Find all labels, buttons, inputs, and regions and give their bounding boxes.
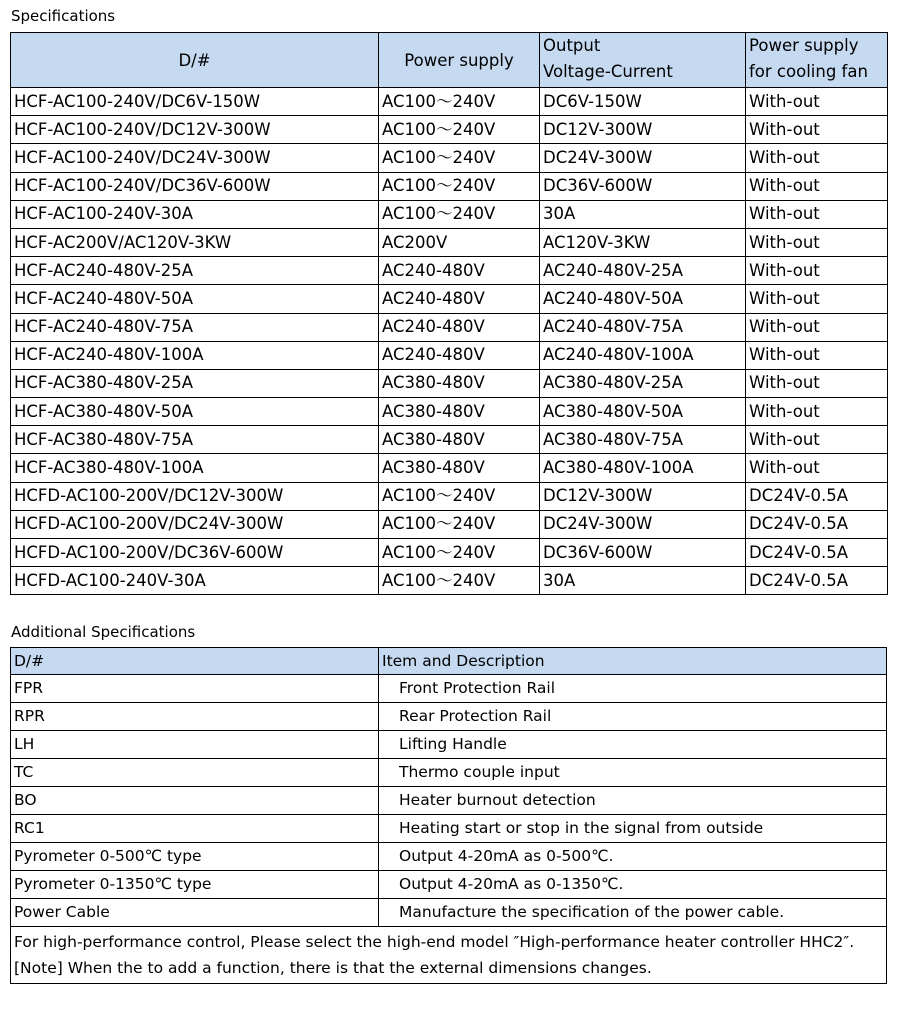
spec-output-cell: DC12V-300W <box>540 482 746 510</box>
header-fan-line1: Power supply <box>749 36 859 55</box>
spec-dn-cell: HCF-AC100-240V/DC12V-300W <box>11 116 379 144</box>
spec-power-supply-cell: AC240-480V <box>379 341 540 369</box>
spec-output-cell: DC12V-300W <box>540 116 746 144</box>
additional-header-dn: D/# <box>11 648 379 675</box>
spec-cooling-fan-cell: DC24V-0.5A <box>746 482 888 510</box>
spec-cooling-fan-cell: With-out <box>746 144 888 172</box>
spec-dn-cell: HCF-AC380-480V-100A <box>11 454 379 482</box>
specifications-caption: Specifications <box>11 7 116 25</box>
header-power-supply: Power supply <box>379 33 540 88</box>
table-row <box>11 285 888 313</box>
additional-dn-cell: BO <box>11 787 379 815</box>
spec-cooling-fan-cell: With-out <box>746 200 888 228</box>
additional-dn-cell: RC1 <box>11 815 379 843</box>
table-row <box>11 510 888 538</box>
spec-power-supply-cell: AC100～240V <box>379 88 540 116</box>
spec-dn-cell: HCF-AC240-480V-100A <box>11 341 379 369</box>
table-row <box>11 88 888 116</box>
spec-dn-cell: HCF-AC100-240V/DC24V-300W <box>11 144 379 172</box>
spec-cooling-fan-cell: With-out <box>746 285 888 313</box>
table-row <box>11 567 888 595</box>
table-row <box>11 539 888 567</box>
spec-power-supply-cell: AC240-480V <box>379 257 540 285</box>
spec-dn-cell: HCFD-AC100-200V/DC36V-600W <box>11 539 379 567</box>
additional-specifications-table <box>10 647 887 984</box>
spec-dn-cell: HCF-AC240-480V-25A <box>11 257 379 285</box>
spec-output-cell: AC380-480V-50A <box>540 398 746 426</box>
additional-dn-cell: LH <box>11 731 379 759</box>
table-row <box>11 759 887 787</box>
spec-power-supply-cell: AC100～240V <box>379 567 540 595</box>
spec-dn-cell: HCF-AC200V/AC120V-3KW <box>11 228 379 256</box>
spec-cooling-fan-cell: With-out <box>746 341 888 369</box>
additional-specifications-caption: Additional Specifications <box>11 623 196 641</box>
spec-output-cell: 30A <box>540 567 746 595</box>
spec-output-cell: DC6V-150W <box>540 88 746 116</box>
table-row <box>11 341 888 369</box>
spec-dn-cell: HCF-AC100-240V/DC36V-600W <box>11 172 379 200</box>
spec-output-cell: 30A <box>540 200 746 228</box>
spec-output-cell: DC24V-300W <box>540 144 746 172</box>
spec-dn-cell: HCFD-AC100-240V-30A <box>11 567 379 595</box>
spec-power-supply-cell: AC100～240V <box>379 172 540 200</box>
additional-dn-cell: Pyrometer 0-500℃ type <box>11 843 379 871</box>
additional-dn-cell: Power Cable <box>11 899 379 927</box>
table-row <box>11 228 888 256</box>
spec-power-supply-cell: AC100～240V <box>379 482 540 510</box>
additional-description-cell: Front Protection Rail <box>379 675 887 703</box>
table-row <box>11 787 887 815</box>
spec-cooling-fan-cell: DC24V-0.5A <box>746 539 888 567</box>
additional-header-row <box>11 648 887 675</box>
spec-dn-cell: HCF-AC380-480V-75A <box>11 426 379 454</box>
spec-power-supply-cell: AC200V <box>379 228 540 256</box>
table-row <box>11 731 887 759</box>
additional-description-cell: Output 4-20mA as 0-1350℃. <box>379 871 887 899</box>
header-output-line2: Voltage-Current <box>543 62 673 81</box>
spec-power-supply-cell: AC100～240V <box>379 539 540 567</box>
spec-power-supply-cell: AC380-480V <box>379 454 540 482</box>
spec-dn-cell: HCFD-AC100-200V/DC24V-300W <box>11 510 379 538</box>
spec-output-cell: AC380-480V-75A <box>540 426 746 454</box>
spec-power-supply-cell: AC240-480V <box>379 285 540 313</box>
spec-cooling-fan-cell: With-out <box>746 313 888 341</box>
table-row <box>11 369 888 397</box>
table-row <box>11 257 888 285</box>
specifications-header-row <box>11 33 888 88</box>
table-row <box>11 899 887 927</box>
table-row <box>11 398 888 426</box>
spec-output-cell: AC380-480V-100A <box>540 454 746 482</box>
spec-cooling-fan-cell: With-out <box>746 88 888 116</box>
additional-dn-cell: TC <box>11 759 379 787</box>
spec-dn-cell: HCF-AC380-480V-50A <box>11 398 379 426</box>
specifications-table <box>10 32 888 595</box>
additional-header-item: Item and Description <box>379 648 887 675</box>
spec-cooling-fan-cell: DC24V-0.5A <box>746 510 888 538</box>
spec-cooling-fan-cell: With-out <box>746 228 888 256</box>
spec-cooling-fan-cell: With-out <box>746 172 888 200</box>
note-line-2: [Note] When the to add a function, there is that the external dimensions changes. <box>14 959 652 977</box>
spec-dn-cell: HCF-AC240-480V-50A <box>11 285 379 313</box>
spec-output-cell: AC380-480V-25A <box>540 369 746 397</box>
table-row <box>11 116 888 144</box>
header-cooling-fan <box>746 33 888 88</box>
spec-output-cell: AC240-480V-50A <box>540 285 746 313</box>
spec-dn-cell: HCF-AC100-240V/DC6V-150W <box>11 88 379 116</box>
spec-cooling-fan-cell: With-out <box>746 257 888 285</box>
table-row <box>11 144 888 172</box>
spec-power-supply-cell: AC380-480V <box>379 398 540 426</box>
spec-power-supply-cell: AC240-480V <box>379 313 540 341</box>
spec-power-supply-cell: AC100～240V <box>379 200 540 228</box>
spec-power-supply-cell: AC100～240V <box>379 116 540 144</box>
table-row <box>11 815 887 843</box>
spec-cooling-fan-cell: With-out <box>746 398 888 426</box>
table-row <box>11 313 888 341</box>
spec-cooling-fan-cell: With-out <box>746 454 888 482</box>
spec-power-supply-cell: AC100～240V <box>379 510 540 538</box>
additional-description-cell: Manufacture the specification of the power cable. <box>379 899 887 927</box>
note-row <box>11 927 887 984</box>
spec-output-cell: DC24V-300W <box>540 510 746 538</box>
table-row <box>11 200 888 228</box>
table-row <box>11 675 887 703</box>
spec-output-cell: DC36V-600W <box>540 172 746 200</box>
header-output <box>540 33 746 88</box>
table-row <box>11 843 887 871</box>
additional-description-cell: Thermo couple input <box>379 759 887 787</box>
note-cell <box>11 927 887 984</box>
additional-description-cell: Rear Protection Rail <box>379 703 887 731</box>
spec-dn-cell: HCF-AC380-480V-25A <box>11 369 379 397</box>
additional-description-cell: Output 4-20mA as 0-500℃. <box>379 843 887 871</box>
spec-output-cell: AC240-480V-25A <box>540 257 746 285</box>
table-row <box>11 482 888 510</box>
spec-power-supply-cell: AC100～240V <box>379 144 540 172</box>
spec-cooling-fan-cell: With-out <box>746 116 888 144</box>
spec-output-cell: AC240-480V-100A <box>540 341 746 369</box>
additional-description-cell: Heater burnout detection <box>379 787 887 815</box>
additional-dn-cell: RPR <box>11 703 379 731</box>
spec-output-cell: DC36V-600W <box>540 539 746 567</box>
header-fan-line2: for cooling fan <box>749 62 868 81</box>
spec-dn-cell: HCFD-AC100-200V/DC12V-300W <box>11 482 379 510</box>
spec-power-supply-cell: AC380-480V <box>379 369 540 397</box>
additional-description-cell: Heating start or stop in the signal from outside <box>379 815 887 843</box>
spec-output-cell: AC120V-3KW <box>540 228 746 256</box>
additional-dn-cell: Pyrometer 0-1350℃ type <box>11 871 379 899</box>
header-output-line1: Output <box>543 36 601 55</box>
spec-cooling-fan-cell: DC24V-0.5A <box>746 567 888 595</box>
table-row <box>11 426 888 454</box>
additional-dn-cell: FPR <box>11 675 379 703</box>
header-dn: D/# <box>11 33 379 88</box>
spec-dn-cell: HCF-AC240-480V-75A <box>11 313 379 341</box>
table-row <box>11 454 888 482</box>
note-line-1: For high-performance control, Please select the high-end model ″High-performance heater controller HHC2″. <box>14 933 855 951</box>
table-row <box>11 871 887 899</box>
spec-dn-cell: HCF-AC100-240V-30A <box>11 200 379 228</box>
spec-power-supply-cell: AC380-480V <box>379 426 540 454</box>
spec-cooling-fan-cell: With-out <box>746 426 888 454</box>
additional-description-cell: Lifting Handle <box>379 731 887 759</box>
table-row <box>11 703 887 731</box>
spec-cooling-fan-cell: With-out <box>746 369 888 397</box>
spec-output-cell: AC240-480V-75A <box>540 313 746 341</box>
table-row <box>11 172 888 200</box>
